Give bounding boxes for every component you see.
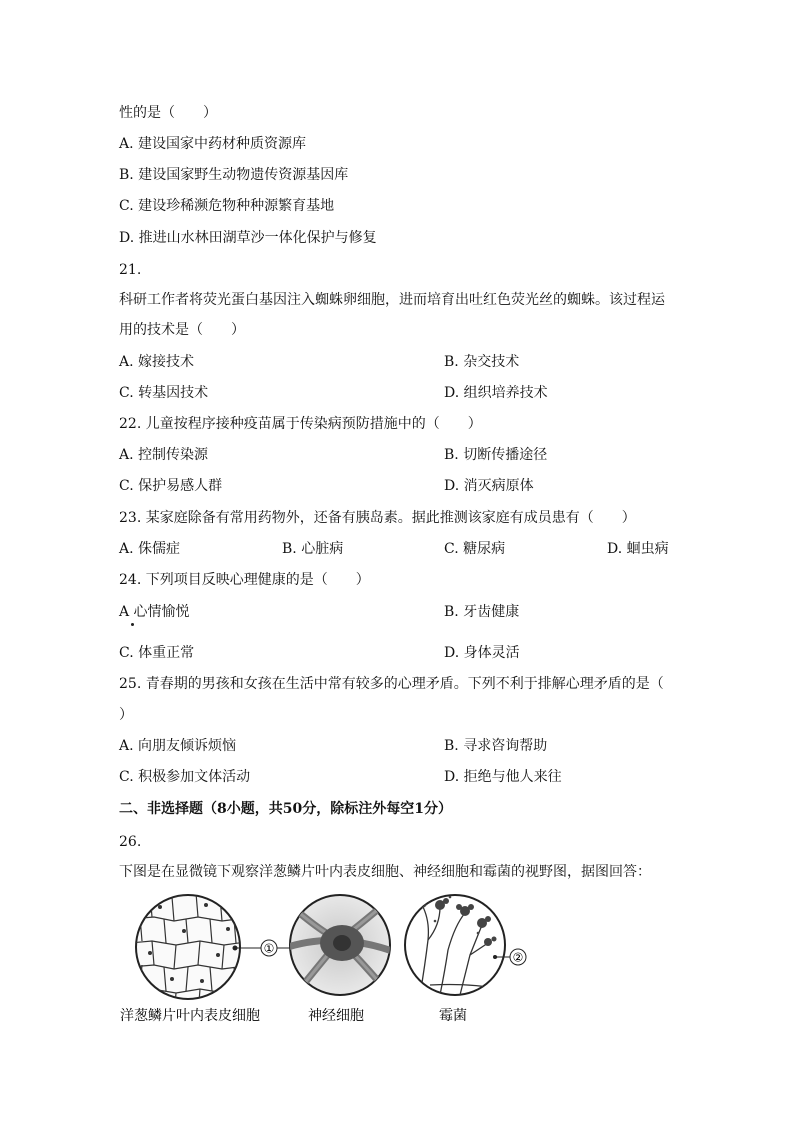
q21-stem-line1: 科研工作者将荧光蛋白基因注入蜘蛛卵细胞，进而培育出吐红色荧光丝的蜘蛛。该过程运: [119, 292, 665, 308]
q20-stem-tail: 性的是（ ）: [119, 105, 217, 121]
q25-option-a: A. 向朋友倾诉烦恼: [119, 738, 237, 754]
q22-option-a: A. 控制传染源: [119, 447, 209, 463]
q22-option-d: D. 消灭病原体: [444, 478, 534, 494]
marker-2-label: ②: [512, 950, 524, 965]
mold-view: [405, 894, 505, 995]
q20-option-a: A. 建设国家中药材种质资源库: [119, 136, 307, 152]
q26-number: 26.: [119, 834, 142, 850]
neuron-view: [288, 895, 395, 995]
q23-option-a: A. 侏儒症: [119, 541, 181, 557]
caption-mold: 霉菌: [439, 1008, 467, 1024]
q23-option-b: B. 心脏病: [282, 541, 344, 557]
q21-option-a: A. 嫁接技术: [119, 354, 195, 370]
q25-option-d: D. 拒绝与他人来往: [444, 769, 562, 785]
q21-option-b: B. 杂交技术: [444, 354, 520, 370]
microscope-figure: [110, 885, 550, 1035]
q24-option-c: C. 体重正常: [119, 645, 195, 661]
q24-stem: 24. 下列项目反映心理健康的是（ ）: [119, 572, 370, 588]
q20-option-c: C. 建设珍稀濒危物种种源繁育基地: [119, 198, 335, 214]
q22-option-c: C. 保护易感人群: [119, 478, 223, 494]
marker-1-label: ①: [263, 941, 275, 956]
caption-onion: 洋葱鳞片叶内表皮细胞: [120, 1008, 260, 1024]
q24-option-d: D. 身体灵活: [444, 645, 520, 661]
q22-stem: 22. 儿童按程序接种疫苗属于传染病预防措施中的（ ）: [119, 416, 482, 432]
q23-option-d: D. 蛔虫病: [607, 541, 669, 557]
q23-option-c: C. 糖尿病: [444, 541, 506, 557]
section2-heading: 二、非选择题（8小题，共50分，除标注外每空1分）: [119, 801, 452, 817]
stray-dot: [131, 623, 134, 626]
q24-option-a: A 心情愉悦: [119, 604, 190, 620]
caption-neuron: 神经细胞: [308, 1008, 364, 1024]
q25-option-b: B. 寻求咨询帮助: [444, 738, 548, 754]
q21-option-c: C. 转基因技术: [119, 385, 209, 401]
q21-number: 21.: [119, 262, 142, 278]
q21-stem-line2: 用的技术是（ ）: [119, 322, 245, 338]
q21-option-d: D. 组织培养技术: [444, 385, 548, 401]
onion-cell-view: [130, 893, 246, 1015]
q25-option-c: C. 积极参加文体活动: [119, 769, 251, 785]
q22-option-b: B. 切断传播途径: [444, 447, 548, 463]
q25-stem-line1: 25. 青春期的男孩和女孩在生活中常有较多的心理矛盾。下列不利于排解心理矛盾的是（: [119, 676, 664, 692]
q23-stem: 23. 某家庭除备有常用药物外，还备有胰岛素。据此推测该家庭有成员患有（ ）: [119, 510, 636, 526]
q25-stem-line2: ）: [119, 707, 133, 723]
q26-stem: 下图是在显微镜下观察洋葱鳞片叶内表皮细胞、神经细胞和霉菌的视野图，据图回答：: [119, 864, 651, 880]
q20-option-b: B. 建设国家野生动物遗传资源基因库: [119, 167, 349, 183]
q20-option-d: D. 推进山水林田湖草沙一体化保护与修复: [119, 230, 377, 246]
q24-option-b: B. 牙齿健康: [444, 604, 520, 620]
